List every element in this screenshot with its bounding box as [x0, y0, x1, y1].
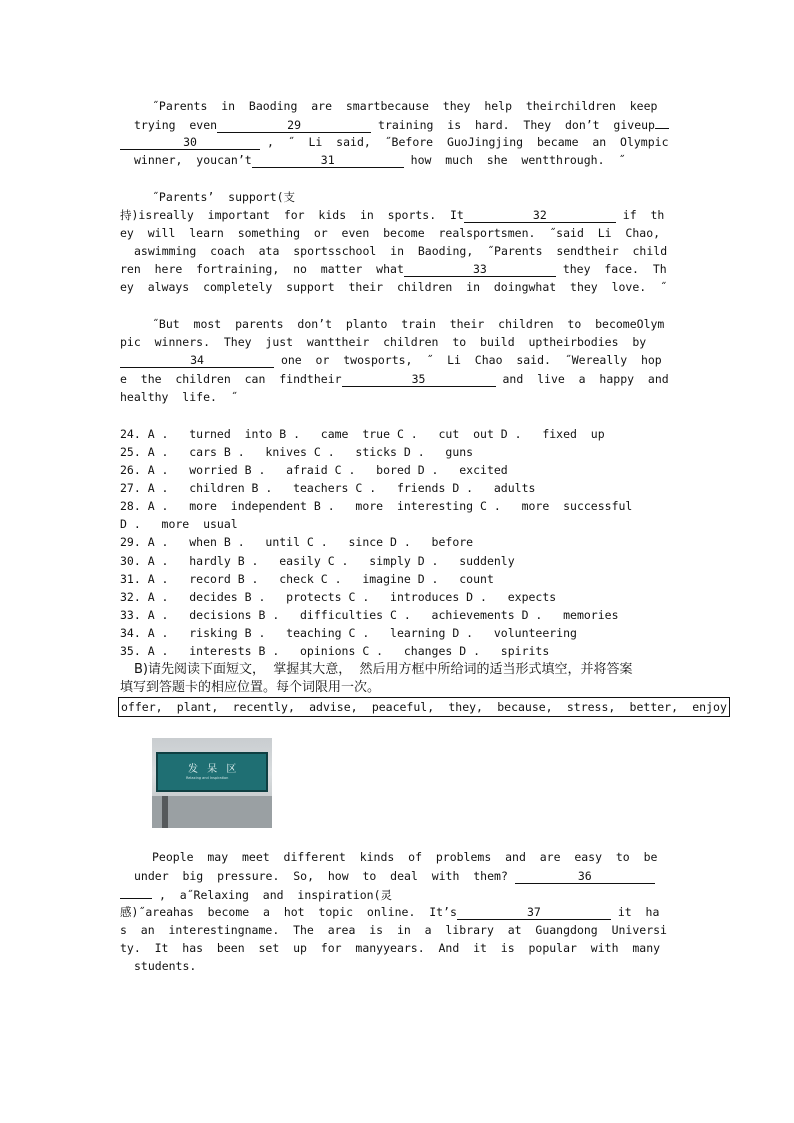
p2-line-6: ey always completely support their children in doingwhat they love. ˝	[120, 280, 667, 294]
pb-line-5: s an interestingname. The area is in a library at Guangdong Universi	[120, 923, 667, 937]
p3-line-3	[120, 351, 662, 369]
option-33: 33. A . decisions B . difficulties C . achievements D . memories	[120, 608, 619, 622]
blank-31[interactable]: 31	[252, 154, 404, 168]
word-bank-box	[118, 697, 730, 717]
option-32: 32. A . decides B . protects C . introduces D . expects	[120, 590, 557, 604]
p1-text: how much she wentthrough. ˝	[410, 153, 626, 167]
option-25: 25. A . cars B . knives C . sticks D . guns	[120, 445, 474, 459]
pb-line-6: ty. It has been set up for manyyears. And it is popular with many	[120, 941, 661, 955]
option-35: 35. A . interests B . opinions C . changes D . spirits	[120, 644, 550, 658]
pb-line-4	[120, 903, 659, 921]
p2-line-5	[120, 260, 667, 278]
p3-line-2: pic winners. They just wanttheir children to build uptheirbodies by	[120, 335, 647, 349]
sign-text: 发 呆 区	[188, 764, 240, 775]
option-28: 28. A . more independent B . more interesting C . more successful	[120, 499, 633, 513]
p3-text: one or twosports, ˝ Li Chao said. ˝Wereally hop	[280, 353, 662, 367]
p1-text: , ˝ Li said, ˝Before GuoJingjing became an Olympic	[266, 135, 669, 149]
pb-line-2	[134, 867, 655, 885]
word-advise: advise,	[309, 700, 358, 714]
pb-text: , a˝Relaxing and inspiration(灵	[158, 888, 392, 902]
p3-line-1: ˝But most parents don’t planto train their children to becomeOlym	[152, 317, 665, 331]
p3-text: and live a happy and	[502, 372, 669, 386]
word-offer: offer,	[121, 700, 163, 714]
blank-37[interactable]: 37	[457, 906, 611, 920]
p1-text: winner, youcan’t	[134, 153, 252, 167]
p1-line-1: ˝Parents in Baoding are smartbecause they help theirchildren keep	[152, 99, 658, 113]
word-recently: recently,	[232, 700, 295, 714]
option-29: 29. A . when B . until C . since D . before	[120, 535, 474, 549]
p3-text: e the children can findtheir	[120, 372, 342, 386]
word-plant: plant,	[176, 700, 219, 714]
p2-line-1: ˝Parents’ support(支	[152, 190, 296, 204]
p2-text: 持)isreally important for kids in sports. It	[120, 208, 464, 222]
pb-text: it ha	[617, 905, 660, 919]
option-26: 26. A . worried B . afraid C . bored D . excited	[120, 463, 508, 477]
p2-text: if th	[622, 208, 665, 222]
blank-30-lead[interactable]	[655, 115, 669, 129]
sign-post	[162, 796, 168, 828]
p1-text: trying even	[134, 118, 218, 132]
blank-32[interactable]: 32	[464, 209, 616, 223]
option-30: 30. A . hardly B . easily C . simply D . suddenly	[120, 554, 515, 568]
blank-36[interactable]: 36	[515, 870, 655, 884]
pb-line-3	[120, 885, 392, 904]
word-stress: stress,	[566, 700, 616, 714]
option-28-d: D . more usual	[120, 517, 238, 531]
pb-line-7: students.	[134, 959, 197, 973]
blank-34[interactable]: 34	[120, 354, 274, 368]
pb-line-1: People may meet different kinds of problems and are easy to be	[152, 850, 658, 864]
word-because: because,	[497, 700, 553, 714]
p2-line-4: aswimming coach ata sportsschool in Baoding, ˝Parents sendtheir child	[134, 244, 668, 258]
word-peaceful: peaceful,	[371, 700, 435, 714]
p3-line-4	[120, 370, 669, 388]
word-enjoy: enjoy	[692, 700, 727, 714]
blank-29[interactable]: 29	[217, 119, 371, 133]
p1-text: training is hard. They don’t giveup	[378, 118, 655, 132]
blank-35[interactable]: 35	[342, 373, 496, 387]
option-34: 34. A . risking B . teaching C . learning D . volunteering	[120, 626, 577, 640]
section-b-instruction-1: B)请先阅读下面短文， 掌握其大意， 然后用方框中所给词的适当形式填空，并将答案	[134, 662, 633, 677]
word-they: they,	[448, 700, 483, 714]
sign-subtext: Relaxing and Inspiration	[186, 776, 229, 780]
blank-33[interactable]: 33	[404, 263, 556, 277]
p2-text: ren here fortraining, no matter what	[120, 262, 404, 276]
p2-line-3: ey will learn something or even become realsportsmen. ˝said Li Chao,	[120, 226, 661, 240]
section-b-instruction-2: 填写到答题卡的相应位置。每个词限用一次。	[120, 680, 381, 695]
p1-line-4	[134, 151, 625, 169]
option-31: 31. A . record B . check C . imagine D . count	[120, 572, 494, 586]
option-24: 24. A . turned into B . came true C . cut out D . fixed up	[120, 427, 605, 441]
pb-text: under big pressure. So, how to deal with them?	[134, 869, 508, 883]
blank-30[interactable]: 30	[120, 136, 260, 150]
pb-text: 感)˝areahas become a hot topic online. It’s	[120, 905, 457, 919]
sign-photo	[152, 738, 272, 828]
word-better: better,	[629, 700, 679, 714]
sign-board	[156, 752, 268, 792]
blank-36-tail[interactable]	[120, 885, 152, 899]
p1-line-2	[134, 115, 669, 134]
p2-line-2	[120, 206, 664, 224]
option-27: 27. A . children B . teachers C . friends D . adults	[120, 481, 536, 495]
p2-text: they face. Th	[562, 262, 667, 276]
sign-base	[152, 796, 272, 828]
p3-line-5: healthy life. ˝	[120, 390, 238, 404]
p1-line-3	[120, 133, 669, 151]
